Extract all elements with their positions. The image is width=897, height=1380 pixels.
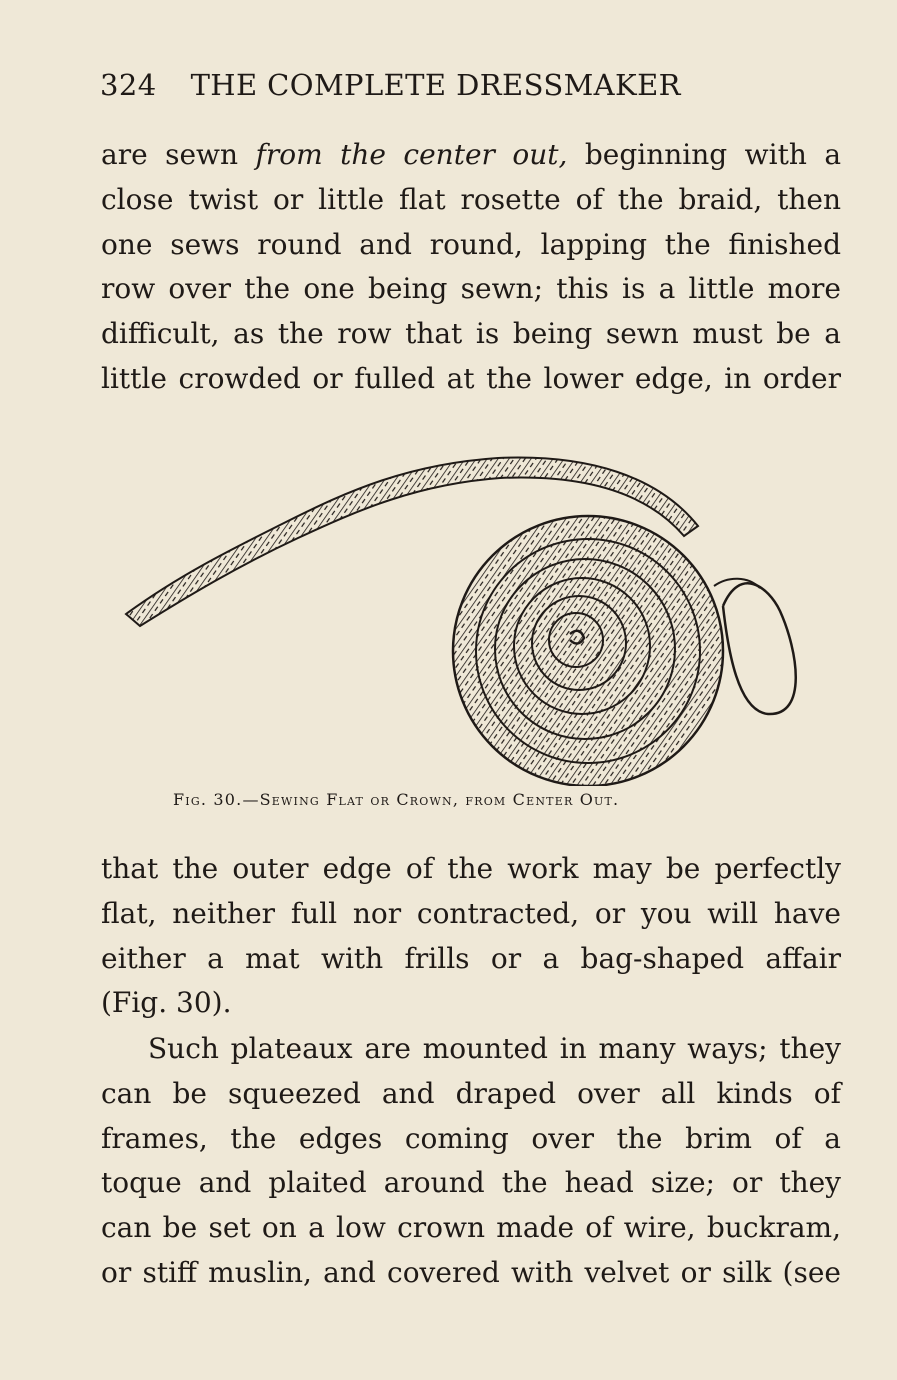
paragraph-line: can be set on a low crown made of wire, buckram,	[101, 1211, 841, 1245]
text-run: beginning with a	[567, 138, 842, 171]
paragraph-line: toque and plaited around the head size; or they	[101, 1166, 841, 1200]
paragraph-line: either a mat with frills or a bag-shaped affair	[101, 941, 841, 975]
paragraph-line: one sews round and round, lapping the finished	[101, 227, 841, 261]
paragraph-line	[101, 133, 841, 178]
figure-caption: Fig. 30.—Sewing Flat or Crown, from Center Out.	[173, 790, 620, 809]
paragraph-line: or stiff muslin, and covered with velvet or silk (see	[101, 1255, 841, 1289]
paragraph-3	[101, 1027, 841, 1296]
text-run: are sewn	[101, 138, 256, 171]
paragraph-line: can be squeezed and draped over all kinds of	[101, 1076, 841, 1110]
paragraph-line: row over the one being sewn; this is a little more	[101, 272, 841, 306]
book-title: THE COMPLETE DRESSMAKER	[190, 68, 681, 102]
paragraph-line: Such plateaux are mounted in many ways; they	[148, 1032, 841, 1065]
paragraph-line: difficult, as the row that is being sewn must be a	[101, 317, 841, 351]
paragraph-line: flat, neither full nor contracted, or you will have	[101, 896, 841, 930]
running-head	[100, 68, 740, 102]
paragraph-line: close twist or little flat rosette of the braid, then	[101, 182, 841, 216]
paragraph-line: little crowded or fulled at the lower edge, in order	[101, 361, 841, 395]
paragraph-2	[101, 847, 841, 1026]
emphasis-text: from the center out,	[255, 138, 568, 171]
page-number: 324	[100, 68, 157, 102]
paragraph-line: frames, the edges coming over the brim of a	[101, 1121, 841, 1155]
paragraph-1	[101, 133, 841, 402]
paragraph-line: (Fig. 30).	[101, 986, 232, 1020]
braid-coil-illustration	[118, 436, 808, 786]
paragraph-line: that the outer edge of the work may be perfectly	[101, 852, 841, 885]
